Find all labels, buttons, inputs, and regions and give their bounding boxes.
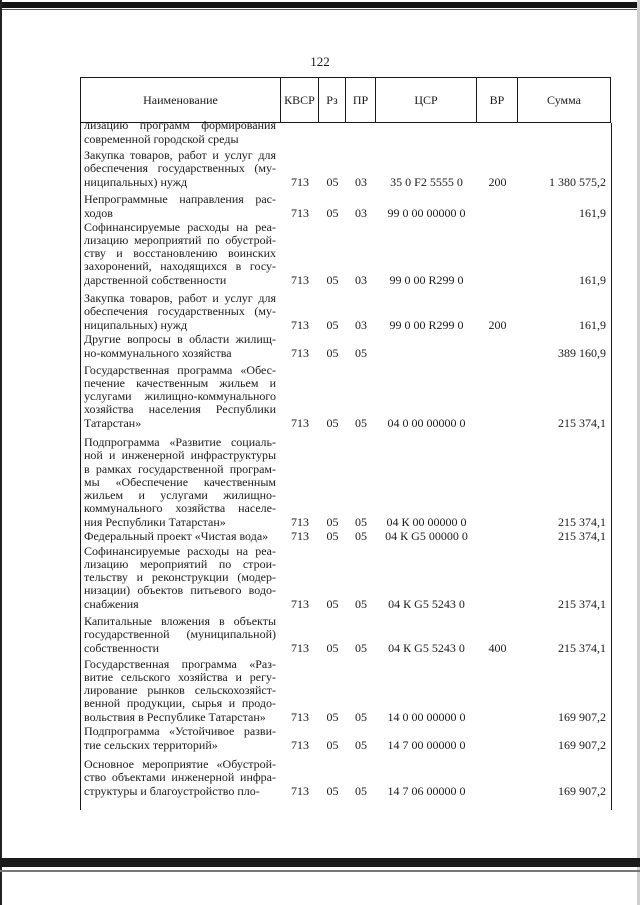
row-sum: 1 380 575,2	[549, 174, 606, 189]
row-name-line: лизацию мероприятий по обустрой-	[84, 232, 276, 247]
row-pr: 03	[355, 205, 367, 220]
row-rz: 05	[326, 345, 339, 360]
row-name-line: тие сельских территорий»	[84, 737, 218, 752]
row-name-line: Основное мероприятие «Обустрой-	[84, 757, 276, 772]
row-name-line: услугами жилищно-коммунального	[84, 389, 276, 404]
scan-edge-top	[0, 2, 640, 8]
table-row	[81, 193, 611, 220]
row-name-line: Софинансируемые расходы на реа-	[84, 219, 276, 234]
row-name-line: низации) объектов питьевого водо-	[84, 583, 276, 598]
row-name	[84, 436, 276, 529]
row-csr: 14 0 00 00000 0	[387, 709, 466, 724]
row-pr: 05	[355, 709, 367, 724]
table-row	[81, 545, 611, 612]
table-row	[81, 615, 611, 655]
row-name-line: дарственной собственности	[84, 272, 227, 287]
row-sum: 169 907,2	[558, 783, 606, 798]
row-name-line: ниципальных) нужд	[84, 174, 188, 189]
row-kvsr: 713	[291, 709, 309, 724]
row-name	[84, 364, 276, 430]
row-sum: 389 160,9	[558, 345, 606, 360]
row-rz: 05	[326, 528, 339, 543]
header-sum: Сумма	[518, 78, 611, 123]
row-name-line: венной продукции, сырья и продо-	[84, 696, 276, 711]
row-name-line: Софинансируемые расходы на реа-	[84, 543, 276, 558]
row-rz: 05	[326, 415, 339, 430]
table-row	[81, 119, 611, 146]
row-rz: 05	[326, 514, 339, 529]
row-name-line: тельству и реконструкции (модер-	[84, 570, 276, 585]
row-kvsr: 713	[291, 640, 309, 655]
row-csr: 99 0 00 R299 0	[389, 317, 464, 332]
row-name-line: лирование рынков сельскохозяйст-	[84, 683, 276, 698]
row-name	[84, 119, 276, 146]
row-name-line: структуры и благоустройство пло-	[84, 783, 260, 798]
row-pr: 03	[355, 317, 367, 332]
table-row	[81, 758, 611, 798]
row-kvsr: 713	[291, 205, 309, 220]
row-csr: 99 0 00 R299 0	[389, 272, 464, 287]
row-name-line: Подпрограмма «Устойчивое разви-	[84, 724, 276, 739]
row-csr: 14 7 00 00000 0	[387, 737, 466, 752]
header-vr: ВР	[477, 78, 518, 123]
row-name-line: Непрограммные направления рас-	[84, 192, 276, 207]
header-name: Наименование	[81, 78, 281, 123]
scan-edge-left	[0, 0, 2, 905]
row-name-line: но-коммунального хозяйства	[84, 345, 232, 360]
row-rz: 05	[326, 596, 339, 611]
row-name	[84, 615, 276, 655]
row-kvsr: 713	[291, 514, 309, 529]
row-name-line: Государственная программа «Обес-	[84, 362, 276, 377]
row-sum: 215 374,1	[558, 415, 606, 430]
scan-edge-top-line	[0, 9, 640, 10]
row-sum: 169 907,2	[558, 709, 606, 724]
row-name-line: лизацию программ формирования	[84, 118, 276, 133]
row-name-line: ной и инженерной инфраструктуры	[84, 448, 276, 463]
row-name	[84, 530, 276, 543]
row-name-line: Государственная программа «Раз-	[84, 656, 276, 671]
row-pr: 03	[355, 272, 367, 287]
row-sum: 215 374,1	[558, 514, 606, 529]
row-vr: 200	[488, 174, 507, 189]
row-csr: 04 К G5 5243 0	[388, 640, 465, 655]
table-row	[81, 221, 611, 288]
row-pr: 05	[355, 514, 367, 529]
scan-edge-bottom-line	[0, 870, 640, 872]
row-pr: 05	[355, 596, 367, 611]
row-pr: 03	[355, 174, 367, 189]
row-name-line: ния Республики Татарстан»	[84, 514, 226, 529]
row-name	[84, 193, 276, 220]
row-name-line: собственности	[84, 640, 160, 655]
row-name-line: Федеральный проект «Чистая вода»	[84, 528, 269, 543]
row-name-line: государственной (муниципальной)	[84, 627, 276, 642]
row-name-line: мы «Обеспечение качественным	[84, 474, 276, 489]
row-sum: 215 374,1	[558, 596, 606, 611]
row-kvsr: 713	[291, 528, 309, 543]
table-body	[80, 118, 612, 810]
row-name-line: Другие вопросы в области жилищ-	[84, 332, 276, 347]
row-pr: 05	[355, 737, 367, 752]
row-kvsr: 713	[291, 783, 309, 798]
table-row	[81, 333, 611, 360]
row-name-line: современной городской среды	[84, 131, 239, 146]
row-name-line: печение качественным жильем и	[84, 375, 276, 390]
row-rz: 05	[326, 317, 339, 332]
table-row	[81, 436, 611, 529]
row-sum: 169 907,2	[558, 737, 606, 752]
row-name-line: в рамках государственной програм-	[84, 461, 276, 476]
table-row	[81, 364, 611, 431]
row-sum: 161,9	[579, 317, 606, 332]
table-row	[81, 292, 611, 332]
row-kvsr: 713	[291, 317, 309, 332]
row-name-line: обеспечения государственных (му-	[84, 304, 276, 319]
row-csr: 04 К 00 00000 0	[386, 514, 467, 529]
row-name-line: лизацию мероприятий по строи-	[84, 556, 276, 571]
row-name	[84, 333, 276, 360]
page-number: 122	[310, 54, 330, 69]
row-csr: 14 7 06 00000 0	[387, 783, 466, 798]
header-pr: ПР	[346, 78, 376, 123]
row-name-line: ство объектами инженерной инфра-	[84, 770, 276, 785]
row-rz: 05	[326, 174, 339, 189]
row-name-line: хозяйства населения Республики	[84, 402, 276, 417]
row-sum: 161,9	[579, 205, 606, 220]
table-row	[81, 725, 611, 752]
table-row	[81, 658, 611, 725]
row-rz: 05	[326, 709, 339, 724]
row-pr: 05	[355, 783, 367, 798]
row-name	[84, 545, 276, 611]
row-csr: 04 К G5 00000 0	[385, 528, 468, 543]
row-name-line: Капитальные вложения в объекты	[84, 614, 276, 629]
row-kvsr: 713	[291, 737, 309, 752]
table-row	[81, 530, 611, 543]
row-pr: 05	[355, 415, 367, 430]
row-rz: 05	[326, 272, 339, 287]
row-sum: 215 374,1	[558, 640, 606, 655]
row-kvsr: 713	[291, 415, 309, 430]
table-row	[81, 149, 611, 189]
row-name-line: Закупка товаров, работ и услуг для	[84, 148, 276, 163]
row-name	[84, 149, 276, 189]
header-csr: ЦСР	[376, 78, 477, 123]
row-kvsr: 713	[291, 596, 309, 611]
row-kvsr: 713	[291, 345, 309, 360]
row-vr: 400	[488, 640, 507, 655]
row-pr: 05	[355, 528, 367, 543]
row-name-line: Татарстан»	[84, 415, 142, 430]
row-name	[84, 292, 276, 332]
row-name-line: ходов	[84, 205, 113, 220]
row-name-line: снабжения	[84, 596, 139, 611]
row-name-line: Закупка товаров, работ и услуг для	[84, 291, 276, 306]
row-kvsr: 713	[291, 272, 309, 287]
row-sum: 215 374,1	[558, 528, 606, 543]
row-name-line: ству и восстановлению воинских	[84, 246, 276, 261]
row-rz: 05	[326, 205, 339, 220]
scan-edge-bottom	[0, 858, 640, 867]
row-name-line: вольствия в Республике Татарстан»	[84, 709, 266, 724]
row-vr: 200	[488, 317, 507, 332]
row-name-line: жильем и услугами жилищно-	[84, 488, 276, 503]
row-pr: 05	[355, 345, 367, 360]
row-rz: 05	[326, 640, 339, 655]
table-header	[80, 77, 611, 123]
row-name-line: ниципальных) нужд	[84, 317, 188, 332]
header-rz: Рз	[319, 78, 346, 123]
row-name	[84, 758, 276, 798]
row-kvsr: 713	[291, 174, 309, 189]
row-name	[84, 725, 276, 752]
row-name-line: Подпрограмма «Развитие социаль-	[84, 434, 276, 449]
row-name-line: захоронений, находящихся в госу-	[84, 259, 276, 274]
row-name-line: обеспечения государственных (му-	[84, 161, 276, 176]
row-name-line: коммунального хозяйства населе-	[84, 501, 276, 516]
row-csr: 99 0 00 00000 0	[387, 205, 466, 220]
row-sum: 161,9	[579, 272, 606, 287]
row-name	[84, 221, 276, 287]
row-pr: 05	[355, 640, 367, 655]
row-rz: 05	[326, 783, 339, 798]
row-csr: 04 0 00 00000 0	[387, 415, 466, 430]
row-name-line: витие сельского хозяйства и регу-	[84, 669, 276, 684]
header-kvsr: КВСР	[281, 78, 319, 123]
row-csr: 35 0 F2 5555 0	[390, 174, 463, 189]
row-csr: 04 К G5 5243 0	[388, 596, 465, 611]
row-name	[84, 658, 276, 724]
row-rz: 05	[326, 737, 339, 752]
